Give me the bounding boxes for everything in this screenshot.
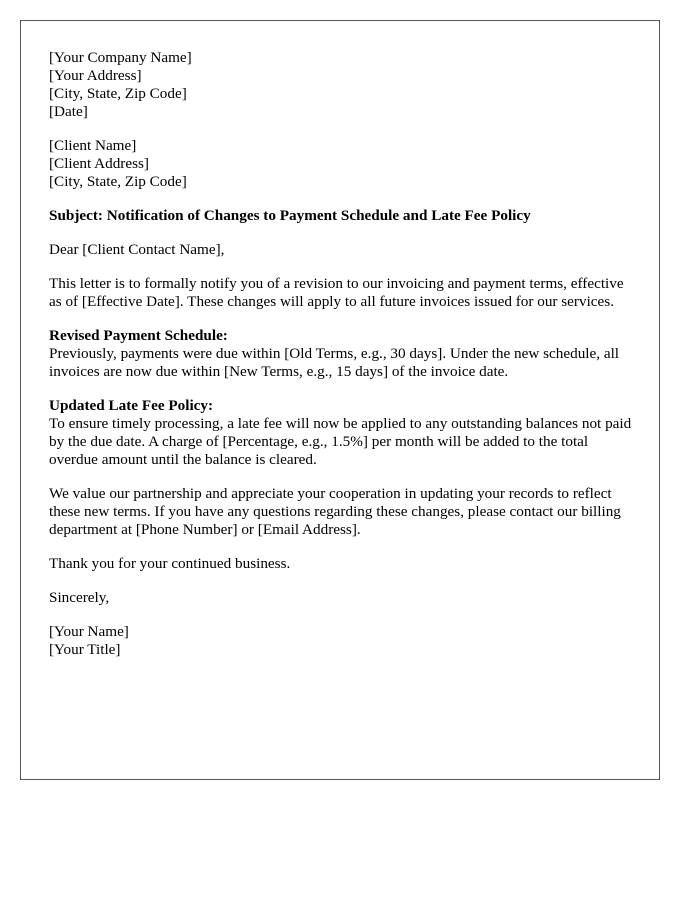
late-fee-body: To ensure timely processing, a late fee will now be applied to any outstanding balances not paid by the due date. A charge of [Percentage, e.g., 1.5%] per month will be added to the total overdue amount until the balance is cleared. xyxy=(49,415,632,468)
signoff: Sincerely, xyxy=(49,589,110,606)
signature-title: [Your Title] xyxy=(49,641,121,658)
sender-company: [Your Company Name] xyxy=(49,49,192,66)
intro-paragraph: This letter is to formally notify you of a revision to our invoicing and payment terms, effective as of [Effective Date]. These changes will apply to all future invoices issued for our services. xyxy=(49,275,624,310)
payment-schedule-heading: Revised Payment Schedule: xyxy=(49,327,228,344)
recipient-address: [Client Address] xyxy=(49,155,149,172)
signature-block xyxy=(49,623,639,659)
thanks-line: Thank you for your continued business. xyxy=(49,555,291,572)
signature-name: [Your Name] xyxy=(49,623,129,640)
late-fee-section xyxy=(49,397,639,469)
late-fee-heading: Updated Late Fee Policy: xyxy=(49,397,214,414)
sender-address: [Your Address] xyxy=(49,67,142,84)
payment-schedule-body: Previously, payments were due within [Old Terms, e.g., 30 days]. Under the new schedule, all invoices are now due within [New Terms, e.g., 15 days] of the invoice date. xyxy=(49,345,620,380)
recipient-name: [Client Name] xyxy=(49,137,137,154)
closing-paragraph: We value our partnership and appreciate your cooperation in updating your records to reflect these new terms. If you have any questions regarding these changes, please contact our billing department at [Phone Number] or [Email Address]. xyxy=(49,485,621,538)
subject-line: Subject: Notification of Changes to Payment Schedule and Late Fee Policy xyxy=(49,207,531,224)
sender-city-state-zip: [City, State, Zip Code] xyxy=(49,85,187,102)
payment-schedule-section xyxy=(49,327,639,381)
salutation: Dear [Client Contact Name], xyxy=(49,241,225,258)
letter-body xyxy=(49,49,639,675)
recipient-city-state-zip: [City, State, Zip Code] xyxy=(49,173,187,190)
letter-date: [Date] xyxy=(49,103,88,120)
letter-page xyxy=(20,20,660,780)
recipient-block xyxy=(49,137,639,191)
sender-block xyxy=(49,49,639,121)
